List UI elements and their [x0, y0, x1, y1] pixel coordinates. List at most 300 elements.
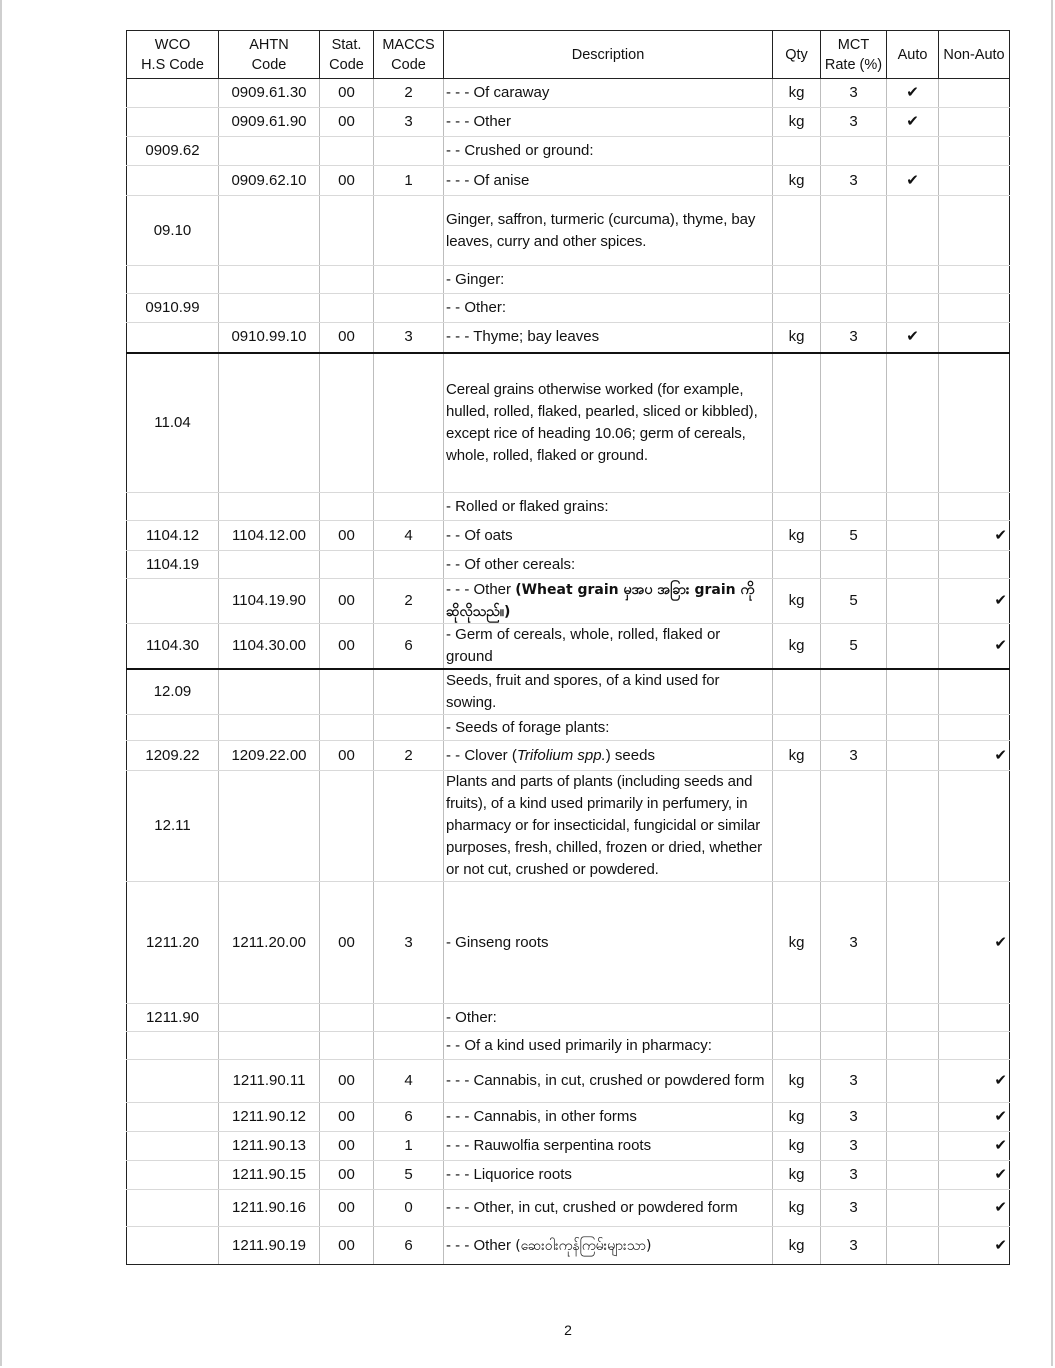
maccs-code-cell [374, 137, 444, 166]
description-text: - Ginseng roots [446, 933, 549, 951]
table-row [127, 1227, 1010, 1265]
check-icon: ✔ [994, 526, 1007, 544]
mct-rate-cell: 5 [821, 579, 887, 624]
maccs-code-cell: 6 [374, 624, 444, 670]
qty-cell [773, 551, 821, 579]
description-cell [444, 551, 773, 579]
auto-cell [887, 1190, 939, 1227]
mct-rate-cell: 5 [821, 521, 887, 551]
non-auto-cell [939, 741, 1010, 771]
qty-cell [773, 266, 821, 294]
mct-rate-cell [821, 493, 887, 521]
maccs-code-cell [374, 493, 444, 521]
description-cell [444, 493, 773, 521]
maccs-code-cell: 4 [374, 1060, 444, 1103]
table-row [127, 551, 1010, 579]
qty-cell [773, 493, 821, 521]
description-cell [444, 294, 773, 323]
qty-cell [773, 1032, 821, 1060]
non-auto-cell [939, 1227, 1010, 1265]
description-cell [444, 1190, 773, 1227]
description-text: - - - Cannabis, in other forms [446, 1108, 637, 1125]
maccs-code-cell [374, 771, 444, 882]
header-description: Description [444, 31, 773, 79]
non-auto-cell [939, 493, 1010, 521]
auto-cell [887, 79, 939, 108]
ahtn-code-cell [219, 715, 320, 741]
mct-rate-cell: 3 [821, 1060, 887, 1103]
mct-rate-cell [821, 137, 887, 166]
non-auto-cell [939, 1161, 1010, 1190]
description-text: - - - Of anise [446, 171, 530, 189]
maccs-code-cell [374, 715, 444, 741]
stat-code-cell [320, 137, 374, 166]
qty-cell: kg [773, 521, 821, 551]
table-row [127, 521, 1010, 551]
non-auto-cell [939, 551, 1010, 579]
qty-cell: kg [773, 1161, 821, 1190]
table-row [127, 669, 1010, 715]
wco-code-cell [127, 1132, 219, 1161]
auto-cell [887, 108, 939, 137]
table-row [127, 353, 1010, 493]
header-wco: WCO H.S Code [127, 31, 219, 79]
stat-code-cell [320, 493, 374, 521]
description-cell [444, 266, 773, 294]
auto-cell [887, 669, 939, 715]
description-cell [444, 108, 773, 137]
description-cell [444, 771, 773, 882]
non-auto-cell [939, 771, 1010, 882]
check-icon: ✔ [994, 1236, 1007, 1254]
wco-code-cell: 1104.19 [127, 551, 219, 579]
auto-cell [887, 715, 939, 741]
maccs-code-cell: 3 [374, 882, 444, 1004]
ahtn-code-cell [219, 493, 320, 521]
check-icon: ✔ [994, 637, 1007, 654]
description-text: - - - Of caraway [446, 84, 550, 101]
stat-code-cell: 00 [320, 1132, 374, 1161]
description-cell [444, 715, 773, 741]
description-text: Plants and parts of plants (including seeds and fruits), of a kind used primarily in perfumery, in pharmacy or for insecticidal, fungicidal or similar purposes, fresh, chilled, frozen or dried, whether or not cut, crushed or powdered. [446, 773, 762, 878]
qty-cell: kg [773, 1103, 821, 1132]
description-text: - - - Other [446, 581, 512, 598]
header-row [127, 31, 1010, 79]
mct-rate-cell: 3 [821, 882, 887, 1004]
description-text-after: ) seeds [605, 746, 655, 764]
stat-code-cell: 00 [320, 624, 374, 670]
wco-code-cell [127, 166, 219, 196]
ahtn-code-cell: 1104.12.00 [219, 521, 320, 551]
auto-cell [887, 493, 939, 521]
auto-cell [887, 1132, 939, 1161]
ahtn-code-cell [219, 771, 320, 882]
wco-code-cell: 1209.22 [127, 741, 219, 771]
description-myanmar-note: (ဆေးဝါးကုန်ကြမ်းများသာ) [515, 1237, 652, 1254]
description-myanmar-note: (Wheat grain မှအပ အခြား grain ကို ဆိုလိုသည်။) [446, 582, 755, 620]
non-auto-cell [939, 1132, 1010, 1161]
stat-code-cell: 00 [320, 108, 374, 137]
qty-cell [773, 1004, 821, 1032]
qty-cell [773, 669, 821, 715]
auto-cell [887, 1032, 939, 1060]
non-auto-cell [939, 1060, 1010, 1103]
check-icon: ✔ [994, 1072, 1007, 1089]
table-row [127, 741, 1010, 771]
stat-code-cell: 00 [320, 1161, 374, 1190]
description-cell [444, 323, 773, 353]
mct-rate-cell: 3 [821, 1103, 887, 1132]
wco-code-cell: 1211.90 [127, 1004, 219, 1032]
mct-rate-cell: 3 [821, 1161, 887, 1190]
check-icon: ✔ [906, 171, 919, 189]
header-non-auto: Non-Auto [939, 31, 1010, 79]
maccs-code-cell: 2 [374, 741, 444, 771]
description-cell [444, 1103, 773, 1132]
table-row [127, 323, 1010, 353]
description-text: - Ginger: [446, 270, 505, 288]
description-text: - - - Cannabis, in cut, crushed or powdered form [446, 1072, 765, 1089]
mct-rate-cell: 3 [821, 323, 887, 353]
mct-rate-cell: 3 [821, 108, 887, 137]
description-cell [444, 882, 773, 1004]
wco-code-cell: 12.09 [127, 669, 219, 715]
table-row [127, 624, 1010, 670]
mct-rate-cell: 3 [821, 1227, 887, 1265]
maccs-code-cell [374, 669, 444, 715]
wco-code-cell [127, 1190, 219, 1227]
qty-cell: kg [773, 323, 821, 353]
mct-rate-cell [821, 353, 887, 493]
maccs-code-cell: 3 [374, 323, 444, 353]
description-text: - - - Other [446, 1236, 512, 1254]
ahtn-code-cell: 0910.99.10 [219, 323, 320, 353]
wco-code-cell: 09.10 [127, 196, 219, 266]
qty-cell: kg [773, 1227, 821, 1265]
auto-cell [887, 521, 939, 551]
tariff-table [126, 30, 1010, 1265]
qty-cell [773, 196, 821, 266]
auto-cell [887, 294, 939, 323]
wco-code-cell [127, 1060, 219, 1103]
table-row [127, 1161, 1010, 1190]
wco-code-cell [127, 323, 219, 353]
mct-rate-cell: 3 [821, 1190, 887, 1227]
description-cell [444, 196, 773, 266]
auto-cell [887, 882, 939, 1004]
non-auto-cell [939, 137, 1010, 166]
description-text: - - Clover ( [446, 746, 517, 764]
non-auto-cell [939, 521, 1010, 551]
check-icon: ✔ [994, 592, 1007, 609]
maccs-code-cell: 2 [374, 579, 444, 624]
non-auto-cell [939, 79, 1010, 108]
wco-code-cell: 1104.30 [127, 624, 219, 670]
ahtn-code-cell: 1211.90.13 [219, 1132, 320, 1161]
maccs-code-cell: 1 [374, 166, 444, 196]
non-auto-cell [939, 166, 1010, 196]
ahtn-code-cell: 1209.22.00 [219, 741, 320, 771]
stat-code-cell: 00 [320, 1060, 374, 1103]
description-text: - - - Liquorice roots [446, 1166, 572, 1183]
stat-code-cell: 00 [320, 1103, 374, 1132]
check-icon: ✔ [994, 1108, 1007, 1125]
check-icon: ✔ [994, 1199, 1007, 1216]
description-text: - - - Thyme; bay leaves [446, 328, 600, 346]
non-auto-cell [939, 1190, 1010, 1227]
stat-code-cell: 00 [320, 741, 374, 771]
wco-code-cell [127, 493, 219, 521]
auto-cell [887, 1004, 939, 1032]
non-auto-cell [939, 1032, 1010, 1060]
qty-cell: kg [773, 1190, 821, 1227]
description-text: - - Of oats [446, 526, 513, 544]
auto-cell [887, 196, 939, 266]
table-row [127, 493, 1010, 521]
check-icon: ✔ [906, 84, 919, 101]
qty-cell: kg [773, 741, 821, 771]
description-text: - - - Rauwolfia serpentina roots [446, 1137, 652, 1154]
table-row [127, 579, 1010, 624]
wco-code-cell [127, 108, 219, 137]
description-text: - Rolled or flaked grains: [446, 497, 609, 515]
maccs-code-cell [374, 551, 444, 579]
qty-cell [773, 294, 821, 323]
mct-rate-cell: 3 [821, 166, 887, 196]
non-auto-cell [939, 323, 1010, 353]
ahtn-code-cell: 0909.62.10 [219, 166, 320, 196]
mct-rate-cell [821, 196, 887, 266]
stat-code-cell [320, 266, 374, 294]
qty-cell: kg [773, 166, 821, 196]
qty-cell: kg [773, 624, 821, 670]
mct-rate-cell [821, 1004, 887, 1032]
mct-rate-cell: 5 [821, 624, 887, 670]
stat-code-cell [320, 669, 374, 715]
description-cell [444, 353, 773, 493]
table-row [127, 196, 1010, 266]
auto-cell [887, 137, 939, 166]
description-text: - Germ of cereals, whole, rolled, flaked or ground [446, 626, 721, 665]
mct-rate-cell: 3 [821, 741, 887, 771]
ahtn-code-cell: 1211.20.00 [219, 882, 320, 1004]
qty-cell: kg [773, 79, 821, 108]
table-row [127, 771, 1010, 882]
description-text: Seeds, fruit and spores, of a kind used for sowing. [446, 672, 720, 711]
description-cell [444, 1032, 773, 1060]
ahtn-code-cell: 1211.90.12 [219, 1103, 320, 1132]
stat-code-cell [320, 715, 374, 741]
non-auto-cell [939, 624, 1010, 670]
stat-code-cell [320, 196, 374, 266]
ahtn-code-cell: 1211.90.15 [219, 1161, 320, 1190]
maccs-code-cell [374, 294, 444, 323]
auto-cell [887, 551, 939, 579]
description-cell [444, 1227, 773, 1265]
page-number: 2 [564, 1322, 572, 1338]
ahtn-code-cell [219, 1032, 320, 1060]
auto-cell [887, 1161, 939, 1190]
description-text: - - Other: [446, 299, 507, 316]
qty-cell [773, 137, 821, 166]
description-text: Cereal grains otherwise worked (for example, hulled, rolled, flaked, pearled, sliced or kibbled), except rice of heading 10.06; germ of cereals, whole, rolled, flaked or ground. [446, 380, 758, 464]
ahtn-code-cell [219, 196, 320, 266]
table-body [127, 79, 1010, 1265]
check-icon: ✔ [994, 746, 1007, 764]
wco-code-cell: 12.11 [127, 771, 219, 882]
mct-rate-cell: 3 [821, 79, 887, 108]
wco-code-cell: 1104.12 [127, 521, 219, 551]
table-row [127, 1190, 1010, 1227]
mct-rate-cell [821, 294, 887, 323]
ahtn-code-cell [219, 353, 320, 493]
description-text: - Seeds of forage plants: [446, 718, 610, 736]
qty-cell: kg [773, 579, 821, 624]
mct-rate-cell: 3 [821, 1132, 887, 1161]
maccs-code-cell [374, 1032, 444, 1060]
wco-code-cell [127, 1161, 219, 1190]
ahtn-code-cell [219, 1004, 320, 1032]
non-auto-cell [939, 1103, 1010, 1132]
maccs-code-cell: 5 [374, 1161, 444, 1190]
check-icon: ✔ [994, 1166, 1007, 1183]
non-auto-cell [939, 294, 1010, 323]
non-auto-cell [939, 196, 1010, 266]
stat-code-cell [320, 294, 374, 323]
ahtn-code-cell [219, 669, 320, 715]
mct-rate-cell [821, 266, 887, 294]
description-cell [444, 741, 773, 771]
header-maccs: MACCS Code [374, 31, 444, 79]
description-text: - - - Other [446, 113, 512, 130]
qty-cell: kg [773, 1132, 821, 1161]
auto-cell [887, 1103, 939, 1132]
non-auto-cell [939, 669, 1010, 715]
maccs-code-cell [374, 1004, 444, 1032]
description-cell [444, 166, 773, 196]
non-auto-cell [939, 108, 1010, 137]
maccs-code-cell: 6 [374, 1103, 444, 1132]
stat-code-cell: 00 [320, 579, 374, 624]
qty-cell [773, 771, 821, 882]
auto-cell [887, 771, 939, 882]
description-cell [444, 1060, 773, 1103]
stat-code-cell: 00 [320, 79, 374, 108]
wco-code-cell [127, 1103, 219, 1132]
description-cell [444, 79, 773, 108]
description-text: - - Of a kind used primarily in pharmacy: [446, 1036, 712, 1054]
check-icon: ✔ [906, 113, 919, 130]
maccs-code-cell [374, 196, 444, 266]
ahtn-code-cell [219, 137, 320, 166]
ahtn-code-cell [219, 266, 320, 294]
stat-code-cell: 00 [320, 323, 374, 353]
table-row [127, 294, 1010, 323]
table-row [127, 166, 1010, 196]
ahtn-code-cell: 1211.90.19 [219, 1227, 320, 1265]
stat-code-cell [320, 1032, 374, 1060]
table-row [127, 1004, 1010, 1032]
auto-cell [887, 266, 939, 294]
auto-cell [887, 741, 939, 771]
table-row [127, 882, 1010, 1004]
qty-cell: kg [773, 108, 821, 137]
maccs-code-cell: 0 [374, 1190, 444, 1227]
non-auto-cell [939, 579, 1010, 624]
header-ahtn: AHTN Code [219, 31, 320, 79]
stat-code-cell: 00 [320, 166, 374, 196]
maccs-code-cell: 3 [374, 108, 444, 137]
description-cell [444, 1132, 773, 1161]
wco-code-cell [127, 1032, 219, 1060]
non-auto-cell [939, 1004, 1010, 1032]
description-italic: Trifolium spp. [516, 746, 606, 764]
stat-code-cell [320, 771, 374, 882]
check-icon: ✔ [906, 328, 919, 346]
maccs-code-cell [374, 266, 444, 294]
ahtn-code-cell [219, 551, 320, 579]
stat-code-cell [320, 353, 374, 493]
maccs-code-cell: 4 [374, 521, 444, 551]
ahtn-code-cell: 0909.61.30 [219, 79, 320, 108]
description-cell [444, 624, 773, 670]
table-row [127, 1103, 1010, 1132]
wco-code-cell: 1211.20 [127, 882, 219, 1004]
non-auto-cell [939, 715, 1010, 741]
wco-code-cell: 0909.62 [127, 137, 219, 166]
auto-cell [887, 323, 939, 353]
wco-code-cell [127, 266, 219, 294]
ahtn-code-cell [219, 294, 320, 323]
header-stat: Stat. Code [320, 31, 374, 79]
table-row [127, 1032, 1010, 1060]
maccs-code-cell: 6 [374, 1227, 444, 1265]
wco-code-cell [127, 579, 219, 624]
auto-cell [887, 579, 939, 624]
auto-cell [887, 1227, 939, 1265]
header-mct-rate: MCT Rate (%) [821, 31, 887, 79]
description-cell [444, 1161, 773, 1190]
stat-code-cell [320, 1004, 374, 1032]
qty-cell [773, 353, 821, 493]
mct-rate-cell [821, 669, 887, 715]
description-cell [444, 669, 773, 715]
description-text: - - Crushed or ground: [446, 142, 594, 159]
stat-code-cell: 00 [320, 882, 374, 1004]
ahtn-code-cell: 1104.19.90 [219, 579, 320, 624]
header-qty: Qty [773, 31, 821, 79]
table-row [127, 715, 1010, 741]
description-text: - - - Other, in cut, crushed or powdered form [446, 1199, 738, 1216]
stat-code-cell: 00 [320, 521, 374, 551]
auto-cell [887, 166, 939, 196]
wco-code-cell: 0910.99 [127, 294, 219, 323]
header-auto: Auto [887, 31, 939, 79]
qty-cell: kg [773, 882, 821, 1004]
description-text: Ginger, saffron, turmeric (curcuma), thyme, bay leaves, curry and other spices. [446, 210, 756, 250]
wco-code-cell [127, 79, 219, 108]
non-auto-cell [939, 353, 1010, 493]
mct-rate-cell [821, 715, 887, 741]
maccs-code-cell [374, 353, 444, 493]
description-cell [444, 1004, 773, 1032]
mct-rate-cell [821, 771, 887, 882]
auto-cell [887, 624, 939, 670]
description-text: - - Of other cereals: [446, 555, 576, 573]
mct-rate-cell [821, 551, 887, 579]
mct-rate-cell [821, 1032, 887, 1060]
wco-code-cell [127, 715, 219, 741]
